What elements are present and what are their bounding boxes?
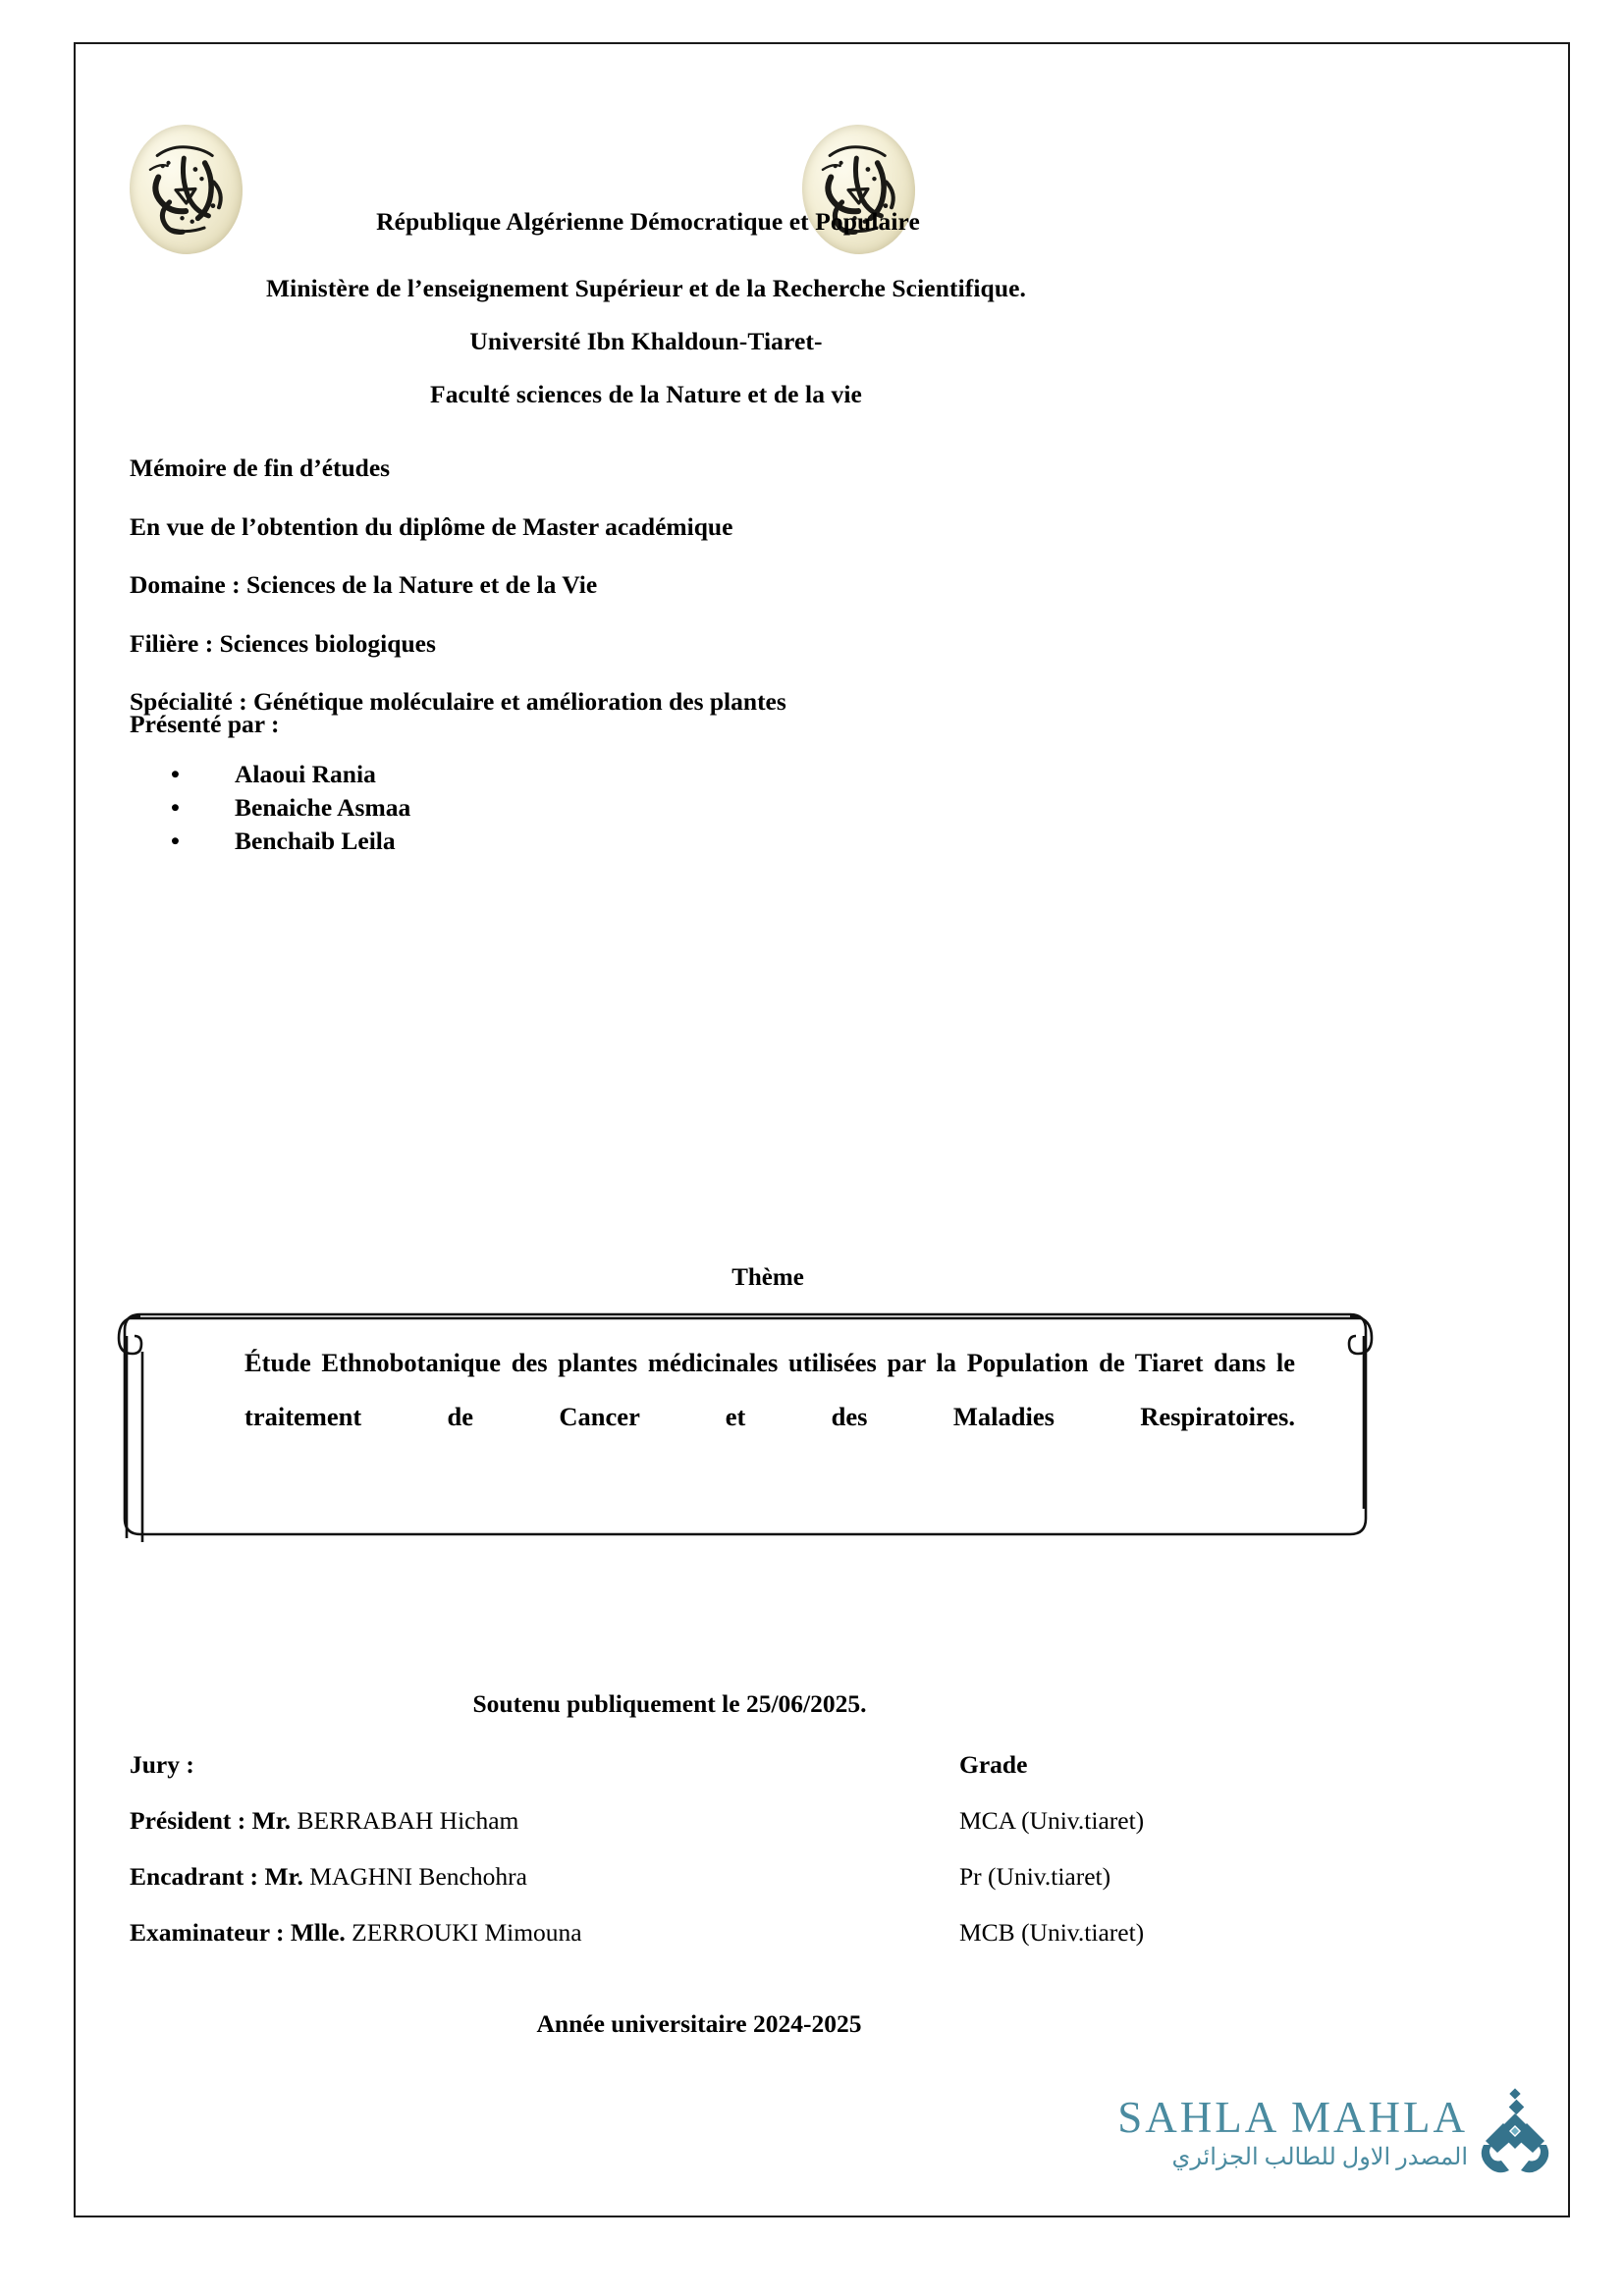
author-list (130, 758, 915, 858)
grade-column-label: Grade (959, 1750, 1028, 1779)
list-item (171, 758, 915, 791)
jury-name: MAGHNI Benchohra (302, 1862, 527, 1891)
jury-role: Président : (130, 1806, 252, 1835)
jury-table (130, 1750, 1435, 1974)
jury-grade: MCA (Univ.tiaret) (959, 1806, 1145, 1835)
jury-honorific: Mlle. (290, 1918, 346, 1947)
jury-member-supervisor (130, 1862, 959, 1892)
list-item (171, 791, 915, 825)
watermark-text (1117, 2093, 1468, 2173)
author-name: Benchaib Leila (235, 826, 396, 855)
author-name: Benaiche Asmaa (235, 792, 411, 822)
info-line-domain: Domaine : Sciences de la Nature et de la Vie (130, 570, 598, 600)
header-faculty-line: Faculté sciences de la Nature et de la vie (430, 380, 862, 408)
degree-info-block (130, 454, 1111, 747)
university-emblem-right-icon (799, 122, 919, 257)
header-republic-line: République Algérienne Démocratique et Populaire (376, 207, 920, 236)
list-item (171, 825, 915, 858)
author-name: Alaoui Rania (235, 760, 376, 788)
page-content (74, 42, 1570, 2217)
defense-statement: Soutenu publiquement le 25/06/2025. (472, 1689, 867, 1718)
jury-header-row (130, 1750, 1435, 1780)
theme-label: Thème (731, 1264, 804, 1291)
jury-member-examiner (130, 1918, 959, 1948)
jury-honorific: Mr. (251, 1806, 292, 1835)
theme-banner (107, 1307, 1383, 1542)
jury-member-president (130, 1806, 959, 1836)
bullet-icon: • (171, 760, 180, 788)
info-line-diploma: En vue de l’obtention du diplôme de Master académique (130, 511, 733, 541)
jury-grade: MCB (Univ.tiaret) (959, 1918, 1145, 1947)
academic-year: Année universitaire 2024-2025 (536, 2009, 862, 2038)
watermark-tagline: المصدر الاول للطالب الجزائري (1171, 2145, 1468, 2171)
bullet-icon: • (171, 826, 180, 855)
table-row (130, 1862, 1435, 1892)
university-emblem-left-icon (127, 122, 246, 257)
watermark-logo (1117, 2088, 1552, 2182)
info-line-filiere: Filière : Sciences biologiques (130, 628, 436, 658)
bullet-icon: • (171, 792, 180, 822)
table-row (130, 1918, 1435, 1948)
berber-ornament-icon (1478, 2088, 1552, 2182)
presented-by-label: Présenté par : (130, 710, 280, 738)
info-line-memoire: Mémoire de fin d’études (130, 454, 391, 482)
jury-name: ZERROUKI Mimouna (345, 1918, 582, 1947)
jury-name: BERRABAH Hicham (291, 1806, 519, 1835)
jury-role: Examinateur : (130, 1918, 291, 1947)
jury-honorific: Mr. (264, 1862, 303, 1891)
table-row (130, 1806, 1435, 1836)
authors-block (130, 710, 915, 858)
jury-role: Encadrant : (130, 1862, 265, 1891)
jury-grade: Pr (Univ.tiaret) (959, 1862, 1111, 1891)
header-university-line: Université Ibn Khaldoun-Tiaret- (469, 327, 823, 355)
jury-label: Jury : (130, 1750, 194, 1779)
watermark-brand: SAHLA MAHLA (1117, 2093, 1468, 2143)
info-line-specialty: Spécialité : Génétique moléculaire et amélioration des plantes (130, 687, 786, 717)
theme-title: Étude Ethnobotanique des plantes médicinales utilisées par la Population de Tiaret dans le traitement de Cancer et des Maladies Respiratoires. (244, 1348, 1295, 1431)
header-ministry-line: Ministère de l’enseignement Supérieur et de la Recherche Scientifique. (265, 274, 1026, 302)
